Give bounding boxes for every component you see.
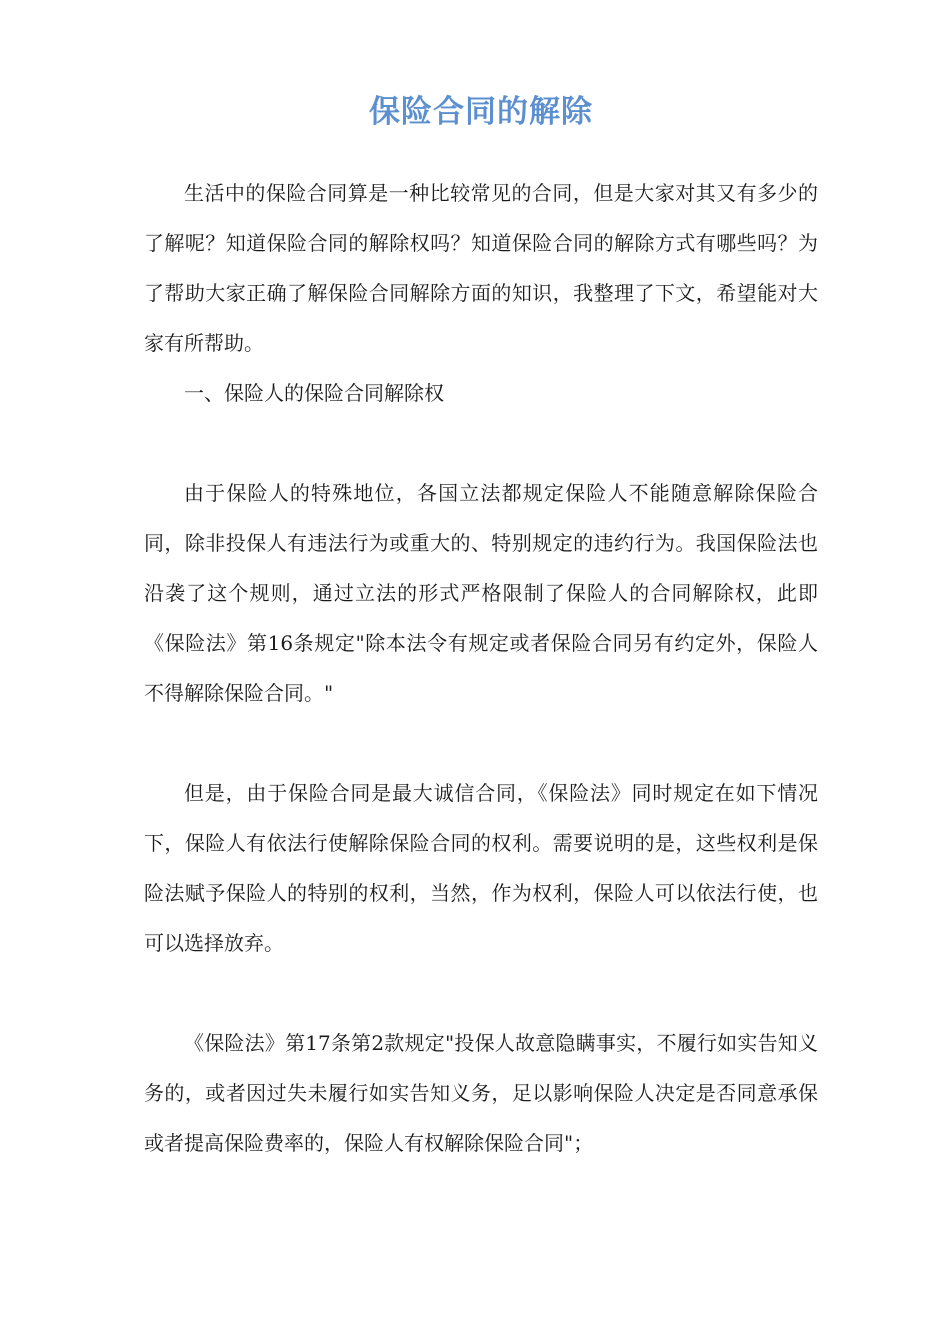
body-paragraph-article-17: 《保险法》第17条第2款规定"投保人故意隐瞒事实，不履行如实告知义务的，或者因过失未履行如实告知义务，足以影响保险人决定是否同意承保或者提高保险费率的，保险人有权解除保险合同"；: [144, 1031, 818, 1155]
document-title: 保险合同的解除: [369, 94, 593, 130]
paragraph-spacer: [144, 418, 818, 468]
intro-paragraph: 生活中的保险合同算是一种比较常见的合同，但是大家对其又有多少的了解呢？知道保险合同的解除权吗？知道保险合同的解除方式有哪些吗？为了帮助大家正确了解保险合同解除方面的知识，我整理了下文，希望能对大家有所帮助。: [144, 181, 818, 355]
body-paragraph-good-faith: 但是，由于保险合同是最大诚信合同，《保险法》同时规定在如下情况下，保险人有依法行使解除保险合同的权利。需要说明的是，这些权利是保险法赋予保险人的特别的权利，当然，作为权利，保险人可以依法行使，也可以选择放弃。: [144, 781, 818, 955]
paragraph-spacer: [144, 968, 818, 1018]
section-heading-insurer-rescission-right: 一、保险人的保险合同解除权: [184, 381, 444, 405]
paragraph-spacer: [144, 718, 818, 768]
body-paragraph-insurer-status: 由于保险人的特殊地位，各国立法都规定保险人不能随意解除保险合同，除非投保人有违法行为或重大的、特别规定的违约行为。我国保险法也沿袭了这个规则，通过立法的形式严格限制了保险人的合同解除权，此即《保险法》第16条规定"除本法令有规定或者保险合同另有约定外，保险人不得解除保险合同。": [144, 481, 818, 705]
